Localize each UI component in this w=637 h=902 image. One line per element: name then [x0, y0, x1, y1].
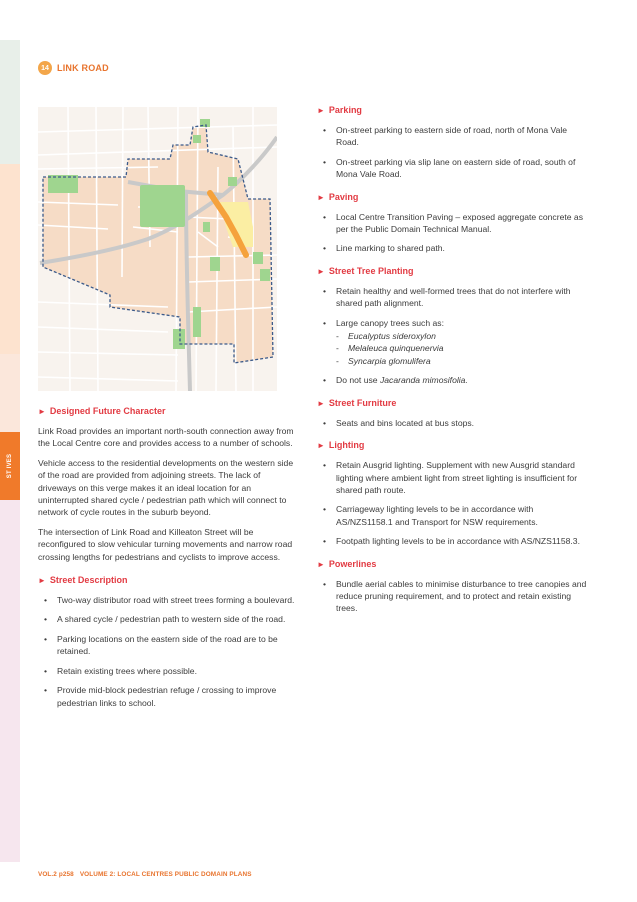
- street-tree-planting-section: [317, 265, 587, 387]
- locality-map: [38, 107, 277, 391]
- left-column: [38, 405, 296, 719]
- section-tab-st-ives: [0, 432, 20, 500]
- list-item: • Retain healthy and well-formed trees that do not interfere with shared path alignment.: [317, 285, 587, 310]
- list-item: • Retain Ausgrid lighting. Supplement with new Ausgrid standard lighting where ambient light from street lighting is insufficient for shared path route.: [317, 459, 587, 496]
- list-item: • Footpath lighting levels to be in accordance with AS/NZS1158.3.: [317, 535, 587, 547]
- parking-heading: ► Parking: [317, 105, 362, 115]
- list-item: [317, 317, 587, 368]
- parking-section: [317, 104, 587, 181]
- strip-segment: [0, 164, 20, 354]
- strip-segment: [0, 500, 20, 862]
- list-item: • Retain existing trees where possible.: [38, 665, 296, 677]
- lighting-section: [317, 439, 587, 547]
- paving-section: [317, 191, 587, 255]
- list-item: • Bundle aerial cables to minimise disturbance to tree canopies and reduce pruning requirement, and to protect and retain existing trees.: [317, 578, 587, 615]
- species-item: - Syncarpia glomulifera: [336, 355, 431, 366]
- strip-segment: [0, 354, 20, 432]
- strip-segment: [0, 40, 20, 164]
- section-tab-label: ST IVES: [7, 453, 14, 479]
- street-map-graphic: [38, 107, 277, 391]
- species-item: - Eucalyptus sideroxylon: [336, 331, 436, 342]
- section-header: [38, 61, 109, 75]
- list-item: • Parking locations on the eastern side of the road are to be retained.: [38, 633, 296, 658]
- future-paragraph: Vehicle access to the residential developments on the western side of the road are provided from adjoining streets. The lack of driveways on this verge makes it an ideal location for an uninterrupted shared cycle / pedestrian path which will connect to network of cycle routes in the suburb beyond.: [38, 457, 294, 518]
- street-furniture-section: [317, 397, 587, 429]
- page-number: VOL.2 p258: [38, 871, 74, 878]
- future-paragraph: The intersection of Link Road and Killeaton Street will be reconfigured to slow vehicular turning movements and narrow road crossing lengths for pedestrians and cyclists to improve access.: [38, 526, 293, 562]
- paving-heading: ► Paving: [317, 191, 359, 202]
- list-item-text: Large canopy trees such as:: [336, 317, 444, 328]
- species-item: - Melaleuca quinquenervia: [336, 343, 444, 354]
- list-item: • Carriageway lighting levels to be in accordance with AS/NZS1158.1 and Transport for NSW requirements.: [317, 503, 587, 528]
- list-item: • Provide mid-block pedestrian refuge / crossing to improve pedestrian links to school.: [38, 684, 296, 709]
- section-number-badge: 14: [38, 61, 52, 75]
- street-tree-planting-heading: ► Street Tree Planting: [317, 265, 414, 276]
- list-item: • On-street parking to eastern side of road, north of Mona Vale Road.: [317, 124, 587, 149]
- right-column: [317, 104, 587, 625]
- street-description-heading: ► Street Description: [38, 575, 128, 586]
- designed-future-character-section: [38, 405, 296, 563]
- list-item: • Seats and bins located at bus stops.: [317, 417, 587, 429]
- future-character-heading: ► Designed Future Character: [38, 406, 166, 416]
- street-description-section: [38, 574, 296, 709]
- list-item: • On-street parking via slip lane on eastern side of road, south of Mona Vale Road.: [317, 156, 587, 181]
- section-title: LINK ROAD: [57, 63, 109, 73]
- list-item: • Two-way distributor road with street trees forming a boulevard.: [38, 594, 296, 606]
- list-item: • Do not use Jacaranda mimosifolia.: [317, 374, 587, 386]
- species-list: [336, 330, 587, 367]
- list-item: • Line marking to shared path.: [317, 242, 587, 254]
- side-colour-strip: [0, 40, 20, 862]
- list-item: • A shared cycle / pedestrian path to western side of the road.: [38, 613, 296, 625]
- page-footer: [38, 871, 252, 878]
- list-item: • Local Centre Transition Paving – exposed aggregate concrete as per the Public Domain Technical Manual.: [317, 211, 587, 236]
- species-name: Jacaranda mimosifolia.: [379, 375, 468, 386]
- future-paragraph: Link Road provides an important north-south connection away from the Local Centre core and provides access to a number of schools.: [38, 426, 294, 449]
- street-furniture-heading: ► Street Furniture: [317, 397, 397, 408]
- powerlines-section: [317, 558, 587, 615]
- footer-title: VOLUME 2: LOCAL CENTRES PUBLIC DOMAIN PLANS: [79, 871, 252, 878]
- lighting-heading: ► Lighting: [317, 440, 365, 451]
- powerlines-heading: ► Powerlines: [317, 558, 377, 569]
